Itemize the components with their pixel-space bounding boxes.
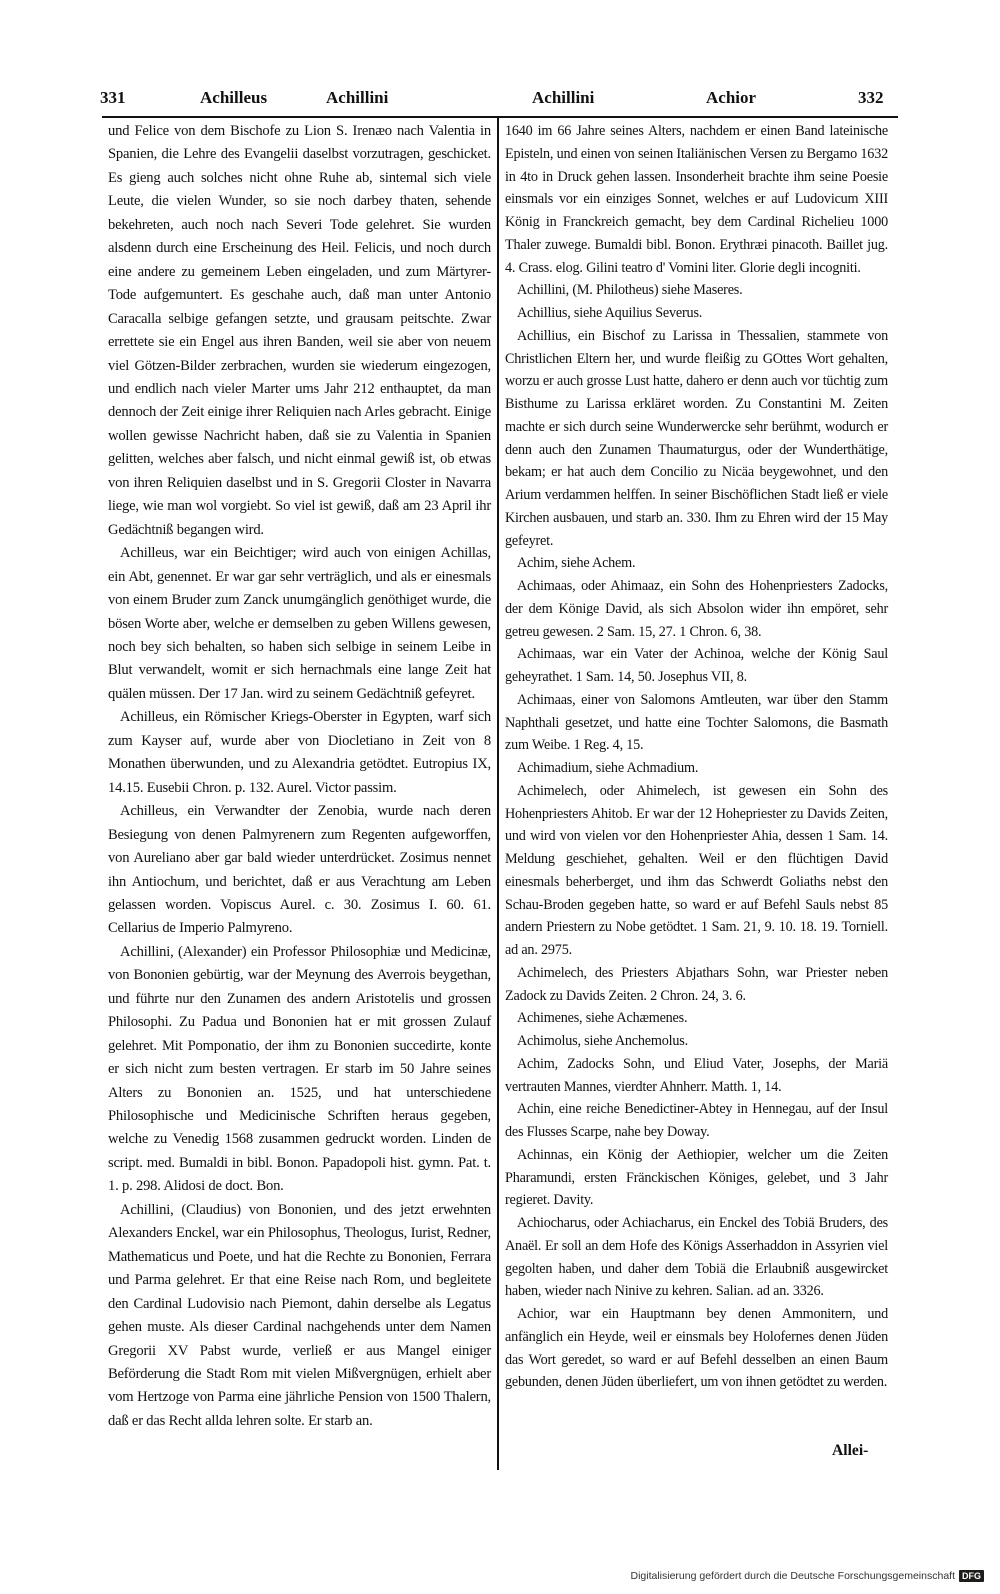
running-header xyxy=(100,88,900,112)
footer xyxy=(630,1570,984,1582)
dictionary-entry: Achillini, (Claudius) von Bononien, und des jetzt erwehnten Alexanders Enckel, war ein Philosophus, Theologus, Iurist, Redner, Mathematicus und Poete, und hat die Rechte zu Bononien, Ferrara und Parma gelehret. Er that eine Reise nach Rom, und begleitete den Cardinal Ludovisio nach Piemont, dahin derselbe als Legatus gehen muste. Als dieser Cardinal nachgehends unter dem Namen Gregorii XV Pabst wurde, verließ er aus Mangel einiger Beförderung die Stadt Rom mit vielen Mißvergnügen, erhielt aber vom Hertzoge von Parma eine jährliche Pension von 1500 Thalern, daß er das Recht allda lehren solte. Er starb an. xyxy=(108,1201,491,1429)
header-word: Achior xyxy=(706,88,757,107)
right-column xyxy=(505,120,888,1394)
dictionary-entry: Achimelech, des Priesters Abjathars Sohn, war Priester neben Zadock zu Davids Zeiten. 2 Chron. 24, 3. 6. xyxy=(505,964,888,1004)
continued-paragraph: 1640 im 66 Jahre seines Alters, nachdem er einen Band lateinische Episteln, und einen von seinen Italiänischen Versen zu Bergamo 1632 in 4to in Druck gehen lassen. Insonderheit brachte ihm seine Poesie einsmals vor ein einziges Sonnet, welches er auf Ludovicum XIII König in Franckreich gemacht, bey dem Cardinal Richelieu 1000 Thaler zuwege. Bumaldi bibl. Bonon. Erythræi pinacoth. Baillet jug. 4. Crass. elog. Gilini teatro d' Vomini liter. Glorie degli incogniti. xyxy=(505,123,888,276)
dfg-logo: DFG xyxy=(959,1570,984,1582)
dictionary-entry: Achimaas, einer von Salomons Amtleuten, war über den Stamm Naphthali gesetzet, und hatte eine Tochter Salomons, die Basmath zum Weibe. 1 Reg. 4, 15. xyxy=(505,691,888,754)
header-rule xyxy=(102,116,898,118)
dictionary-entry: Achimaas, war ein Vater der Achinoa, welche der König Saul geheyrathet. 1 Sam. 14, 50. Josephus VII, 8. xyxy=(505,646,888,685)
header-word: Achillini xyxy=(532,88,595,107)
dictionary-entry: Achimadium, siehe Achmadium. xyxy=(517,760,699,776)
page-number-left: 331 xyxy=(100,88,126,107)
dictionary-entry: Achimelech, oder Ahimelech, ist gewesen ein Sohn des Hohenpriesters Ahitob. Er war der 12 Hohepriester zu Davids Zeiten, und wird von vielen vor den Hohenpriester Ahia, dessen 1 Sam. 14. Meldung geschiehet, gehalten. Weil er den flüchtigen David einesmals beherberget, und ihm das Schwerdt Goliaths nebst den Schau-Broden gegeben hatte, so ward er auf Befehl Sauls nebst 85 andern Priestern zu Nobe getödtet. 1 Sam. 21, 9. 10. 18. 19. Torniell. ad an. 2975. xyxy=(505,782,888,958)
dictionary-entry: Achior, war ein Hauptmann bey denen Ammonitern, und anfänglich ein Heyde, weil er einsmals bey Holofernes denen Jüden das Wort geredet, so ward er auf Befehl desselben an einen Baum gebunden, denen Jüden überliefert, um von ihnen getödtet zu werden. xyxy=(505,1306,888,1391)
dictionary-entry: Achilleus, ein Römischer Kriegs-Oberster in Egypten, warf sich zum Kayser auf, wurde aber von Diocletiano in Zeit von 8 Monathen überwunden, und zu Alexandria getödtet. Eutropius IX, 14.15. Eusebii Chron. p. 132. Aurel. Victor passim. xyxy=(108,709,491,796)
dictionary-entry: Achim, siehe Achem. xyxy=(517,555,636,572)
dictionary-entry: Achimaas, oder Ahimaaz, ein Sohn des Hohenpriesters Zadocks, der dem Könige David, als sich Absolon wider ihn empöret, sehr getreu gewesen. 2 Sam. 15, 27. 1 Chron. 6, 38. xyxy=(505,578,888,640)
dictionary-entry: Achiocharus, oder Achiacharus, ein Enckel des Tobiä Bruders, des Anaël. Er soll an dem Hofe des Königs Asserhaddon in Assyrien viel gegolten haben, und daher dem Tobiä die Erlaubniß ausgewircket haben, wieder nach Ninive zu kehren. Salian. ad an. 3326. xyxy=(505,1215,888,1300)
dictionary-entry: Achin, eine reiche Benedictiner-Abtey in Hennegau, auf der Insul des Flusses Scarpe, nahe bey Doway. xyxy=(505,1101,888,1140)
dictionary-entry: Achillius, ein Bischof zu Larissa in Thessalien, stammete von Christlichen Eltern her, und wurde fleißig zu GOttes Wort gehalten, worzu er auch grosse Lust hatte, dahero er denn auch vor tüchtig zum Bisthume zu Larissa erkläret worden. Zu Constantini M. Zeiten machte er sich durch seine Wunderwercke sehr berühmt, wodurch er denn auch den Zunamen Thaumaturgus, oder der Wunderthätige, bekam; er hat auch dem Concilio zu Nicäa beygewohnet, und den Arium verdammen helffen. In seiner Bischöflichen Stadt ließ er viele Kirchen ausbauen, und starb an. 330. Ihm zu Ehren wird der 15 May gefeyret. xyxy=(505,327,888,549)
dictionary-entry: Achinnas, ein König der Aethiopier, welcher um die Zeiten Pharamundi, ersten Fränckischen Königes, gelebet, und 3 Jahr regieret. Davity. xyxy=(505,1146,888,1209)
continued-paragraph: und Felice von dem Bischofe zu Lion S. Irenæo nach Valentia in Spanien, die Lehre des Evangelii daselbst vorzutragen, geschicket. Es gieng auch solches nicht ohne Ruhe ab, sintemal sich viele Leute, die vielen Wunder, so sie noch darbey thaten, sehende bekehreten, auch noch nach Severi Tode gelehret. Sie wurden alsdenn durch eine Erscheinung des Heil. Felicis, und noch durch eine andere zu gemeinem Leben eingeladen, und zum Märtyrer-Tode aufgemuntert. Es geschahe auch, daß man unter Antonio Caracalla selbige gefangen setzte, und grausam peitschte. Zwar errettete sie ein Engel aus ihren Banden, weil sie aber von neuem viel Götzen-Bilder zerbrachen, wurden sie wiederum eingezogen, und endlich nach vieler Marter ums Jahr 212 enthauptet, da man dennoch der Zeit einige ihrer Reliquien nach Arles gebracht. Einige wollen gewisse Nachricht haben, daß sie zu Valentia in Spanien gelitten, welches aber falsch, und nicht einmal gewiß ist, ob etwas von ihren Reliquien daselbst und in S. Gregorii Closter in Navarra liege, wie man wol vorgiebt. So viel ist gewiß, daß am 23 April ihr Gedächtniß begangen wird. xyxy=(108,123,491,538)
left-column xyxy=(108,120,491,1433)
dictionary-entry: Achillini, (Alexander) ein Professor Philosophiæ und Medicinæ, von Bononien gebürtig, war der Meynung des Averrois beygethan, und führte nur den Zunamen des andern Aristotelis und grossen Philosophi. Zu Padua und Bononien hat er mit grossen Zulauf gelehret. Mit Pomponatio, der ihm zu Bononien succedirte, konte er sich nicht zum besten vertragen. Er starb im 50 Jahre seines Alters zu Bononien an. 1525, und hat unterschiedene Philosophische und Medicinische Schriften heraus gegeben, welche zu Venedig 1568 zusammen gedruckt worden. Linden de script. med. Bumaldi in bibl. Bonon. Papadopoli hist. gymn. Pat. t. 1. p. 298. Alidosi de doct. Bon. xyxy=(108,943,491,1195)
dictionary-entry: Achillini, (M. Philotheus) siehe Maseres. xyxy=(517,282,743,299)
dictionary-entry: Achilleus, war ein Beichtiger; wird auch von einigen Achillas, ein Abt, genennet. Er war gar sehr verträglich, und als er einesmals von einem Bruder zum Zanck unumgänglich genöthiget wurde, die bösen Worte aber, welche er demselben zu geben Willens gewesen, noch bey sich behalten, so haben sich selbige in seinem Leibe in Blut verwandelt, womit er sich hernachmals eine lange Zeit hat quälen müssen. Der 17 Jan. wird zu seinem Gedächtniß gefeyret. xyxy=(108,545,491,702)
footer-text: Digitalisierung gefördert durch die Deutsche Forschungsgemeinschaft xyxy=(630,1570,955,1582)
dictionary-entry: Achillius, siehe Aquilius Severus. xyxy=(517,305,703,321)
dictionary-entry: Achim, Zadocks Sohn, und Eliud Vater, Josephs, der Mariä vertrauten Mannes, vierdter Ahnherr. Matth. 1, 14. xyxy=(505,1055,888,1095)
column-divider xyxy=(497,118,499,1470)
catchword: Allei- xyxy=(832,1442,869,1459)
header-word: Achillini xyxy=(326,88,389,107)
dictionary-entry: Achimolus, siehe Anchemolus. xyxy=(517,1033,688,1049)
dictionary-entry: Achilleus, ein Verwandter der Zenobia, wurde nach deren Besiegung von denen Palmyrenern zum Regenten aufgeworffen, von Aureliano aber gar bald wieder unterdrücket. Zosimus nennet ihn Antiochum, und berichtet, daß er aus Verachtung am Leben gelassen worden. Vopiscus Aurel. c. 30. Zosimus I. 60. 61. Cellarius de Imperio Palmyreno. xyxy=(108,803,491,937)
header-word: Achilleus xyxy=(200,88,268,107)
page-number-right: 332 xyxy=(858,88,884,107)
dictionary-entry: Achimenes, siehe Achæmenes. xyxy=(517,1010,688,1027)
